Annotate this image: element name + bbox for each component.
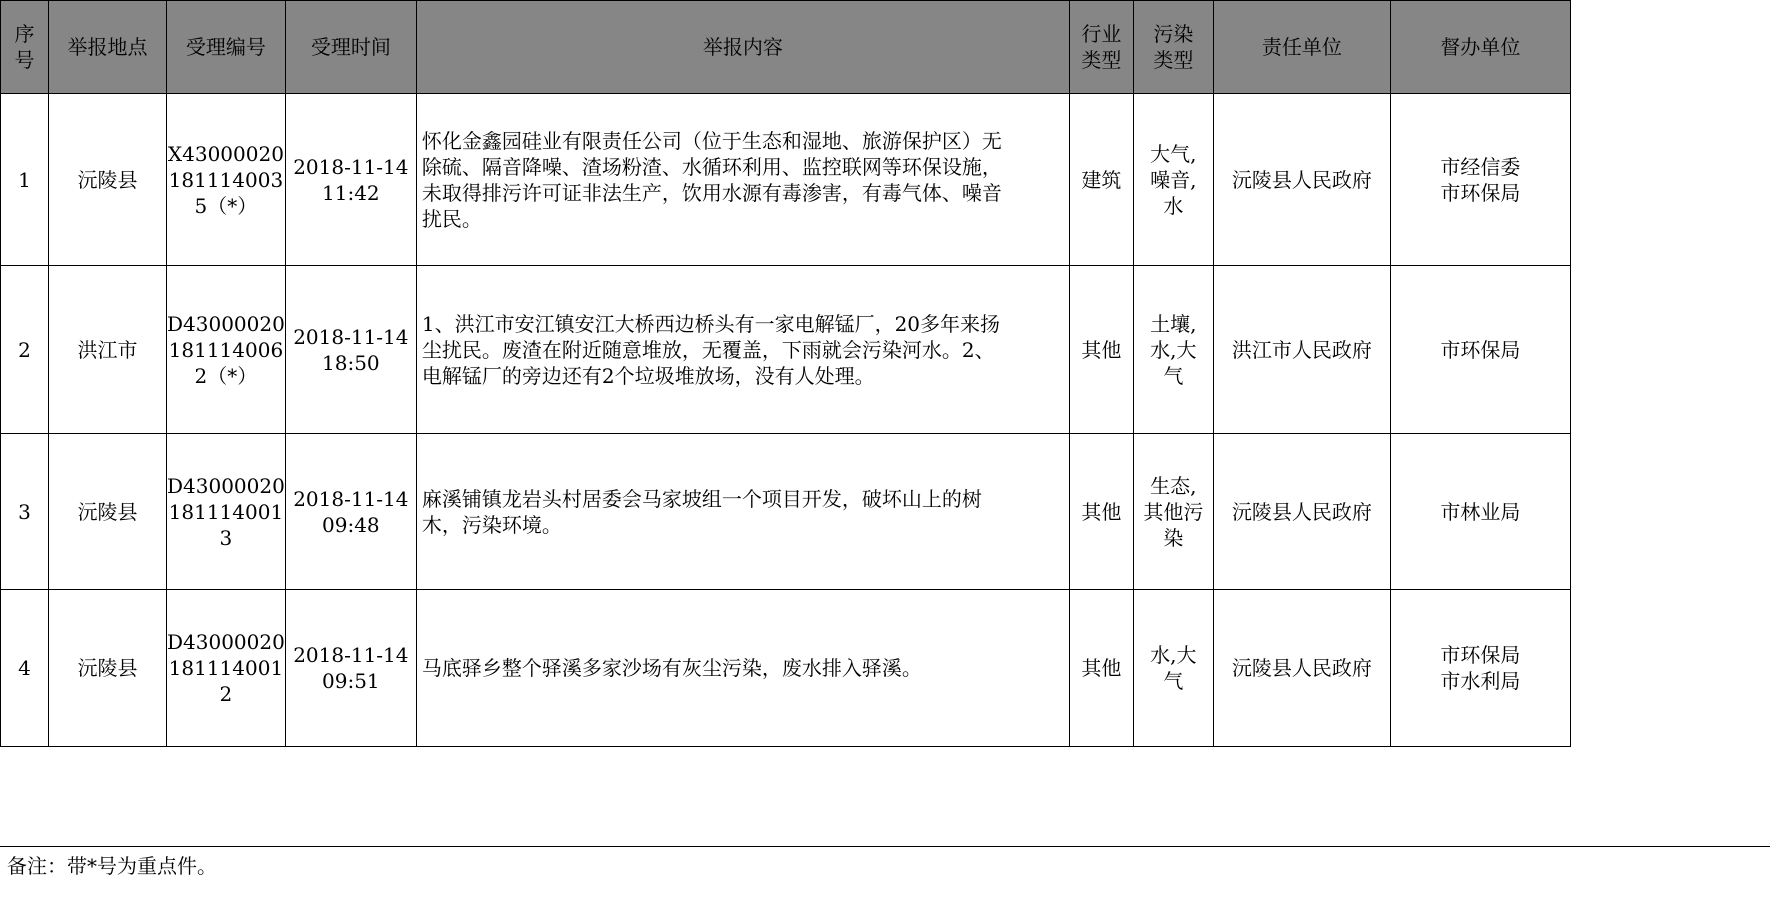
cell-pollution-line: 气 xyxy=(1163,669,1184,693)
header-label: 类型 xyxy=(1081,48,1122,72)
cell-industry: 其他 xyxy=(1069,590,1133,747)
cell-industry: 其他 xyxy=(1069,434,1133,590)
cell-index: 1 xyxy=(1,94,49,266)
cell-content-line: 怀化金鑫园硅业有限责任公司（位于生态和湿地、旅游保护区）无 xyxy=(421,128,1002,153)
header-label: 类型 xyxy=(1153,48,1194,72)
cell-content-line: 除硫、隔音降噪、渣场粉渣、水循环利用、监控联网等环保设施， xyxy=(421,154,1002,179)
header-label: 举报内容 xyxy=(702,35,783,59)
cell-pollution-line: 气 xyxy=(1163,363,1184,388)
cell-case-number-line: X43000020 xyxy=(167,141,284,166)
header-row xyxy=(1,1,1571,94)
header-col-responsible xyxy=(1213,1,1390,94)
header-col-case-number xyxy=(167,1,286,94)
cell-supervisor xyxy=(1390,434,1570,590)
cell-supervisor-line: 市水利局 xyxy=(1440,669,1521,693)
cell-pollution-line: 土壤, xyxy=(1150,311,1197,336)
cell-pollution xyxy=(1133,434,1213,590)
cell-case-number-line: D43000020 xyxy=(167,311,285,336)
divider xyxy=(0,846,1770,847)
cell-time-line: 2018-11-14 xyxy=(293,643,409,667)
table-row xyxy=(1,94,1571,266)
cell-content-line: 扰民。 xyxy=(421,206,482,231)
header-col-pollution xyxy=(1133,1,1213,94)
cell-content-line: 未取得排污许可证非法生产，饮用水源有毒渗害，有毒气体、噪音 xyxy=(421,180,1002,205)
cell-time xyxy=(285,266,416,434)
cell-industry: 建筑 xyxy=(1069,94,1133,266)
cell-case-number xyxy=(167,266,286,434)
cell-location: 沅陵县 xyxy=(49,434,167,590)
header-label: 督办单位 xyxy=(1440,35,1521,59)
cell-pollution-line: 其他污 xyxy=(1143,499,1204,524)
cell-pollution-line: 大气, xyxy=(1150,141,1197,166)
cell-content-line: 尘扰民。废渣在附近随意堆放，无覆盖，下雨就会污染河水。2、 xyxy=(421,337,995,362)
cell-case-number-line: 181114006 xyxy=(168,337,284,362)
cell-pollution-line: 水 xyxy=(1163,193,1184,218)
note-text: 备注：带*号为重点件。 xyxy=(7,854,217,878)
cell-content-line: 1、洪江市安江镇安江大桥西边桥头有一家电解锰厂，20多年来扬 xyxy=(421,311,1001,336)
cell-case-number xyxy=(167,94,286,266)
cell-case-number-line: D43000020 xyxy=(167,473,285,498)
cell-content-line: 木，污染环境。 xyxy=(421,512,562,537)
cell-time-line: 2018-11-14 xyxy=(293,486,409,511)
cell-content xyxy=(416,94,1069,266)
cell-time xyxy=(285,94,416,266)
cell-time-line: 09:48 xyxy=(322,512,380,537)
cell-index: 4 xyxy=(1,590,49,747)
cell-content xyxy=(416,434,1069,590)
cell-case-number-line: D43000020 xyxy=(167,630,285,654)
cell-supervisor xyxy=(1390,590,1570,747)
cell-case-number-line: 181114001 xyxy=(168,656,284,680)
header-label: 序 xyxy=(14,22,35,46)
cell-case-number-line: 2（*） xyxy=(194,363,258,388)
cell-industry: 其他 xyxy=(1069,266,1133,434)
cell-pollution-line: 生态, xyxy=(1150,473,1197,498)
table-row xyxy=(1,590,1571,747)
header-col-industry xyxy=(1069,1,1133,94)
header-label: 行业 xyxy=(1081,22,1122,46)
cell-supervisor-line: 市环保局 xyxy=(1440,643,1521,667)
header-label: 受理时间 xyxy=(310,35,391,59)
header-col-supervisor xyxy=(1390,1,1570,94)
cell-pollution-line: 染 xyxy=(1163,525,1184,550)
header-col-time xyxy=(285,1,416,94)
header-label: 举报地点 xyxy=(67,35,148,59)
cell-location: 沅陵县 xyxy=(49,590,167,747)
cell-pollution xyxy=(1133,590,1213,747)
cell-supervisor-line: 市环保局 xyxy=(1440,180,1521,205)
cell-responsible: 洪江市人民政府 xyxy=(1213,266,1390,434)
cell-index: 2 xyxy=(1,266,49,434)
cell-case-number-line: 2 xyxy=(219,682,233,706)
table-row xyxy=(1,266,1571,434)
cell-responsible: 沅陵县人民政府 xyxy=(1213,94,1390,266)
cell-case-number-line: 181114003 xyxy=(168,167,284,192)
header-label: 责任单位 xyxy=(1261,35,1342,59)
header-col-content xyxy=(416,1,1069,94)
cell-case-number-line: 5（*） xyxy=(194,193,258,218)
cell-time-line: 18:50 xyxy=(322,350,380,375)
cell-content-line: 马底驿乡整个驿溪多家沙场有灰尘污染，废水排入驿溪。 xyxy=(421,656,922,680)
cell-time xyxy=(285,590,416,747)
header-label: 受理编号 xyxy=(185,35,266,59)
cell-time-line: 2018-11-14 xyxy=(293,324,409,349)
cell-location: 洪江市 xyxy=(49,266,167,434)
cell-supervisor-line: 市经信委 xyxy=(1440,154,1521,179)
cell-pollution xyxy=(1133,94,1213,266)
cell-pollution-line: 噪音, xyxy=(1150,167,1197,192)
header-col-location xyxy=(49,1,167,94)
cell-time-line: 11:42 xyxy=(322,180,380,205)
header-label: 号 xyxy=(14,48,35,72)
cell-time-line: 2018-11-14 xyxy=(293,154,409,179)
cell-supervisor-line: 市环保局 xyxy=(1440,337,1521,362)
cell-index: 3 xyxy=(1,434,49,590)
cell-case-number-line: 181114001 xyxy=(168,499,284,524)
cell-responsible: 沅陵县人民政府 xyxy=(1213,590,1390,747)
cell-content-line: 麻溪铺镇龙岩头村居委会马家坡组一个项目开发，破坏山上的树 xyxy=(421,486,982,511)
cell-time-line: 09:51 xyxy=(322,669,380,693)
cell-case-number xyxy=(167,590,286,747)
header-label: 污染 xyxy=(1153,22,1194,46)
cell-content xyxy=(416,266,1069,434)
cell-case-number xyxy=(167,434,286,590)
cell-content xyxy=(416,590,1069,747)
cell-supervisor xyxy=(1390,94,1570,266)
table-row xyxy=(1,434,1571,590)
cell-time xyxy=(285,434,416,590)
cell-pollution-line: 水,大 xyxy=(1150,337,1197,362)
cell-supervisor-line: 市林业局 xyxy=(1440,499,1521,524)
cell-case-number-line: 3 xyxy=(219,525,233,550)
cell-responsible: 沅陵县人民政府 xyxy=(1213,434,1390,590)
cell-supervisor xyxy=(1390,266,1570,434)
header-col-index xyxy=(1,1,49,94)
cell-pollution-line: 水,大 xyxy=(1150,643,1197,667)
cell-pollution xyxy=(1133,266,1213,434)
cell-content-line: 电解锰厂的旁边还有2个垃圾堆放场，没有人处理。 xyxy=(421,363,875,388)
cell-location: 沅陵县 xyxy=(49,94,167,266)
